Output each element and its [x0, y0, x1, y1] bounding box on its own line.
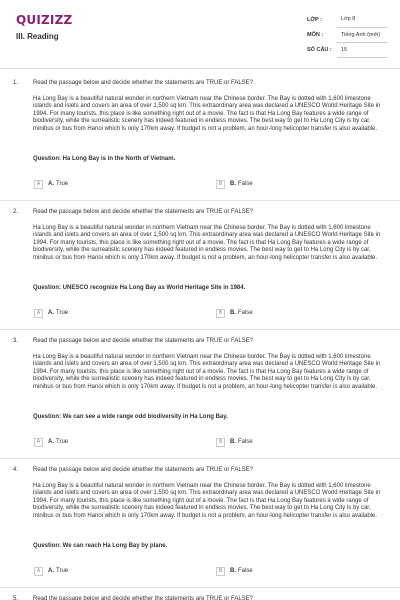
meta-value: 15 [337, 42, 388, 57]
question-divider [0, 329, 400, 330]
option-prefix: B. [230, 310, 236, 316]
reading-passage: Ha Long Bay is a beautiful natural wonder in northern Vietnam near the Chinese border. The Bay is dotted with 1,600 limestone islands and islets and covers an area of over 1,500 sq km. This extraordinary area was declared a UNESCO World Heritage Site in 1994. For many tourists, this place is like something right out of a movie. The fact is that Ha Long Bay features a wide range of biodiversity, while the surrealistic scenery has indeed featured in endless movies. The best way to get to Ha Long City is by car, minibus or bus from Hanoi which is only 170km away. If budget is not a problem, an hour-long helicopter transfer is also available. [33, 483, 381, 519]
option-prefix: A. [48, 439, 54, 445]
question-statement: Question: UNESCO recognize Ha Long Bay as World Heritage Site in 1984. [33, 285, 246, 291]
meta-key: SỐ CÂU : [307, 46, 332, 53]
worksheet-meta-table [301, 12, 388, 58]
meta-key: LỚP : [307, 16, 322, 23]
option-prefix: B. [230, 439, 236, 445]
question-prompt: Read the passage below and decide whether the statements are TRUE or FALSE? [33, 80, 254, 86]
option-letter-box: B [216, 309, 225, 318]
option-text: False [238, 568, 253, 574]
option-a[interactable] [34, 437, 68, 447]
option-a[interactable] [34, 308, 68, 318]
option-text: True [56, 439, 69, 445]
meta-value: Lớp 8 [337, 12, 388, 27]
option-prefix: A. [48, 310, 54, 316]
section-title: III. Reading [16, 32, 59, 41]
reading-passage: Ha Long Bay is a beautiful natural wonder in northern Vietnam near the Chinese border. The Bay is dotted with 1,600 limestone islands and islets and covers an area of over 1,500 sq km. This extraordinary area was declared a UNESCO World Heritage Site in 1994. For many tourists, this place is like something right out of a movie. The fact is that Ha Long Bay features a wide range of biodiversity, while the surrealistic scenery has indeed featured in endless movies. The best way to get to Ha Long City is by car, minibus or bus from Hanoi which is only 170km away. If budget is not a problem, an hour-long helicopter transfer is also available. [33, 225, 381, 261]
option-text: False [238, 181, 253, 187]
option-b[interactable] [216, 179, 253, 189]
option-b[interactable] [216, 566, 253, 576]
question-prompt: Read the passage below and decide whether the statements are TRUE or FALSE? [33, 338, 254, 344]
header-divider [0, 68, 400, 69]
question-divider [0, 587, 400, 588]
option-a[interactable] [34, 566, 68, 576]
question-prompt: Read the passage below and decide whether the statements are TRUE or FALSE? [33, 596, 254, 600]
option-letter-box: B [216, 180, 225, 189]
meta-row-count [301, 42, 388, 57]
meta-value: Tiếng Anh (mới) [337, 27, 388, 42]
option-text: False [238, 439, 253, 445]
option-b[interactable] [216, 308, 253, 318]
meta-key: MÔN : [307, 31, 324, 38]
option-prefix: A. [48, 568, 54, 574]
question-prompt: Read the passage below and decide whether the statements are TRUE or FALSE? [33, 467, 254, 473]
question-statement: Question: Ha Long Bay is in the North of Vietnam. [33, 156, 176, 162]
reading-passage: Ha Long Bay is a beautiful natural wonder in northern Vietnam near the Chinese border. The Bay is dotted with 1,600 limestone islands and islets and covers an area of over 1,500 sq km. This extraordinary area was declared a UNESCO World Heritage Site in 1994. For many tourists, this place is like something right out of a movie. The fact is that Ha Long Bay features a wide range of biodiversity, while the surrealistic scenery has indeed featured in endless movies. The best way to get to Ha Long City is by car, minibus or bus from Hanoi which is only 170km away. If budget is not a problem, an hour-long helicopter transfer is also available. [33, 96, 381, 132]
question-number: 4. [13, 467, 19, 473]
option-text: True [56, 181, 69, 187]
option-prefix: A. [48, 181, 54, 187]
question-prompt: Read the passage below and decide whether the statements are TRUE or FALSE? [33, 209, 254, 215]
option-prefix: B. [230, 568, 236, 574]
option-letter-box: A [34, 567, 43, 576]
option-letter-box: A [34, 309, 43, 318]
meta-row-subject [301, 27, 388, 42]
option-text: True [56, 310, 69, 316]
question-number: 1. [13, 80, 19, 86]
option-b[interactable] [216, 437, 253, 447]
option-text: False [238, 310, 253, 316]
option-letter-box: A [34, 180, 43, 189]
question-divider [0, 458, 400, 459]
reading-passage: Ha Long Bay is a beautiful natural wonder in northern Vietnam near the Chinese border. The Bay is dotted with 1,600 limestone islands and islets and covers an area of over 1,500 sq km. This extraordinary area was declared a UNESCO World Heritage Site in 1994. For many tourists, this place is like something right out of a movie. The fact is that Ha Long Bay features a wide range of biodiversity, while the surrealistic scenery has indeed featured in endless movies. The best way to get to Ha Long City is by car, minibus or bus from Hanoi which is only 170km away. If budget is not a problem, an hour-long helicopter transfer is also available. [33, 354, 381, 390]
option-a[interactable] [34, 179, 68, 189]
question-number: 3. [13, 338, 19, 344]
option-letter-box: B [216, 438, 225, 447]
question-number: 2. [13, 209, 19, 215]
page-header [0, 0, 400, 68]
question-divider [0, 200, 400, 201]
question-statement: Question: We can reach Ha Long Bay by plane. [33, 543, 168, 549]
option-letter-box: B [216, 567, 225, 576]
option-letter-box: A [34, 438, 43, 447]
option-text: True [56, 568, 69, 574]
option-prefix: B. [230, 181, 236, 187]
question-number: 5. [13, 596, 19, 600]
quizizz-logo: QUIZIZZ [16, 13, 73, 27]
meta-row-class [301, 12, 388, 27]
question-statement: Question: We can see a wide range odd biodiversity in Ha Long Bay. [33, 414, 228, 420]
